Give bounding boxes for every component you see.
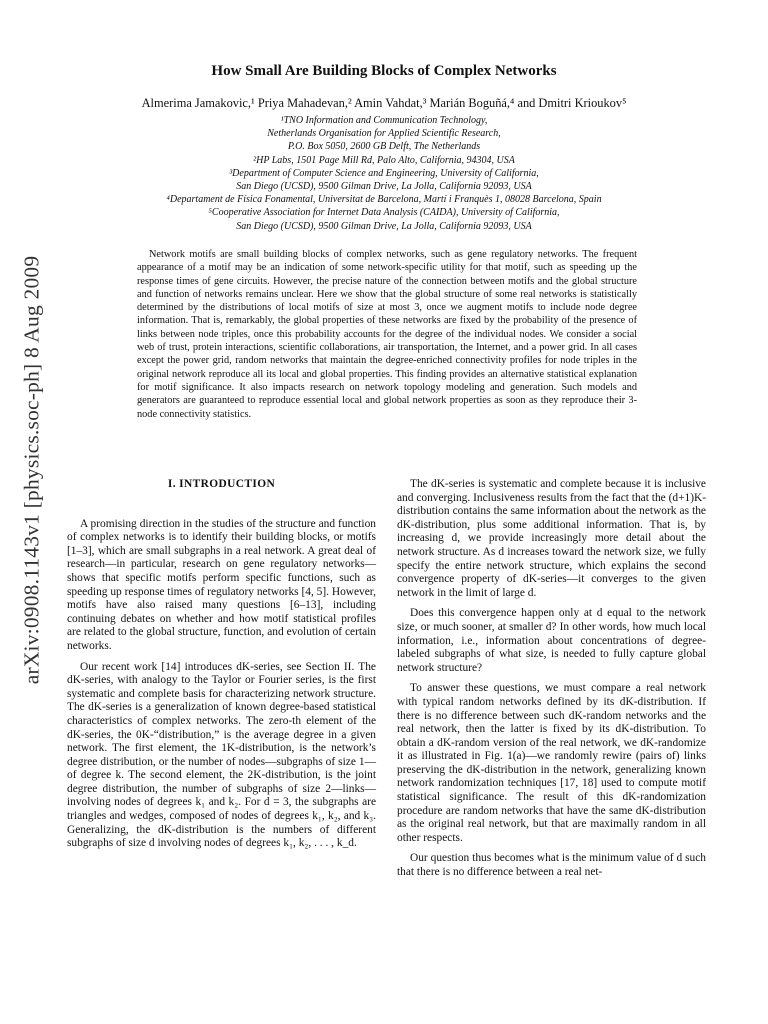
paragraph: To answer these questions, we must compare a real network with typical random networks defined by its dK-distribution. If there is no difference between such dK-random networks and the real network, then the latter is fixed by its dK-distribution. To obtain a dK-random version of the real network, we dK-randomize it as illustrated in Fig. 1(a)—we randomly rewire (pairs of) links preserving the dK-distribution in the network, generalizing known network randomization techniques [17, 18] used to compute motif statistical significance. The result of this dK-randomization procedure are random networks that have the same dK-distribution as the original real network, but that are maximally random in all other respects.: [397, 682, 706, 844]
affiliation-line: ⁵Cooperative Association for Internet Data Analysis (CAIDA), University of California,: [208, 207, 560, 219]
affiliation-line: ⁴Departament de Física Fonamental, Universitat de Barcelona, Martí i Franquès 1, 08028 Barcelona, Spain: [166, 194, 602, 206]
left-column: [67, 478, 376, 858]
paragraph: A promising direction in the studies of the structure and function of complex networks is to identify their building blocks, or motifs [1–3], which are small subgraphs in a real network. A great deal of research—in particular, research on gene regulatory networks—shows that specific motifs perform specific functions, such as speeding up response times of regulatory networks [4, 5]. However, motifs have also raised many questions [6–13], including continuing debates on whether and how motif statistical profiles are related to the global structure, function, and evolution of certain networks.: [67, 517, 376, 652]
paragraph: Our question thus becomes what is the minimum value of d such that there is no difference between a real net-: [397, 852, 706, 879]
affiliation-line: San Diego (UCSD), 9500 Gilman Drive, La Jolla, California 92093, USA: [236, 220, 532, 232]
paragraph: Does this convergence happen only at d equal to the network size, or much sooner, at smaller d? In other words, how much local information, i.e., information about concentrations of degree-labeled subgraphs of what size, is needed to fully capture global network structure?: [397, 607, 706, 674]
section-heading: I. INTRODUCTION: [167, 478, 276, 490]
affiliation-line: ¹TNO Information and Communication Technology,: [280, 115, 488, 126]
affiliation-line: Netherlands Organisation for Applied Scientific Research,: [267, 128, 501, 140]
author-list: Almerima Jamakovic,¹ Priya Mahadevan,² Amin Vahdat,³ Marián Boguñá,⁴ and Dmitri Krioukov⁵: [141, 96, 627, 110]
affiliations: [80, 114, 688, 233]
affiliation-line: ³Department of Computer Science and Engineering, University of California,: [229, 167, 539, 179]
paragraph: Our recent work [14] introduces dK-series, see Section II. The dK-series, with analogy to the Taylor or Fourier series, is the first systematic and complete basis for characterizing network structure. The dK-series is a generalization of known degree-based statistical characteristics of complex networks. The zero-th element of the dK-series, the 0K-“distribution,” is the average degree in a given network. The first element, the 1K-distribution, is the network’s degree distribution, or the number of nodes—subgraphs of size 1—of degree k. The second element, the 2K-distribution, is the joint degree distribution, the number of subgraphs of size 2—links—involving nodes of degrees k₁ and k₂. For d = 3, the subgraphs are triangles and wedges, composed of nodes of degrees k₁, k₂, and k₃. Generalizing, the dK-distribution is the numbers of different subgraphs of size d involving nodes of degrees k₁, k₂, . . . , k_d.: [67, 660, 376, 850]
abstract: Network motifs are small building blocks of complex networks, such as gene regulatory networks. The frequent appearance of a motif may be an indication of some network-specific utility for that motif, such as speeding up the response times of gene circuits. However, the precise nature of the connection between motifs and the global structure and function of networks remains unclear. Here we show that the global structure of some real networks is statistically determined by the distributions of local motifs of size at most 3, once we augment motifs to include node degree information. That is, remarkably, the global properties of these networks are fixed by the probability of the presence of links between node triples, once this probability accounts for the degree of the individual nodes. We consider a social web of trust, protein interactions, scientific collaborations, air transportation, the Internet, and a power grid. In all cases except the power grid, random networks that maintain the degree-enriched connectivity profiles for node triples in the original network reproduce all its local and global properties. This finding provides an alternative statistical explanation for motif significance. It also impacts research on network topology modeling and generation. Such models and generators are guaranteed to reproduce essential local and global network properties as soon as they reproduce their 3-node connectivity statistics.: [137, 249, 637, 420]
arxiv-id-text: arXiv:0908.1143v1 [physics.soc-ph] 8 Aug 2009: [19, 255, 44, 685]
arxiv-identifier: [14, 250, 50, 690]
paper-title: How Small Are Building Blocks of Complex Networks: [211, 63, 557, 79]
affiliation-line: San Diego (UCSD), 9500 Gilman Drive, La Jolla, California 92093, USA: [236, 181, 532, 193]
affiliation-line: P.O. Box 5050, 2600 GB Delft, The Netherlands: [287, 141, 481, 153]
right-column: [397, 478, 706, 887]
paragraph: The dK-series is systematic and complete because it is inclusive and converging. Inclusiveness results from the fact that the (d+1)K-distribution contains the same information about the network as the dK-distribution, plus some additional information. That is, by increasing d, we provide increasingly more detail about the network structure. As d increases toward the network size, we fully specify the entire network structure, which explains the second convergence property of dK-series—it converges to the given network in the limit of large d.: [397, 478, 706, 599]
affiliation-line: ²HP Labs, 1501 Page Mill Rd, Palo Alto, California, 94304, USA: [253, 154, 515, 166]
